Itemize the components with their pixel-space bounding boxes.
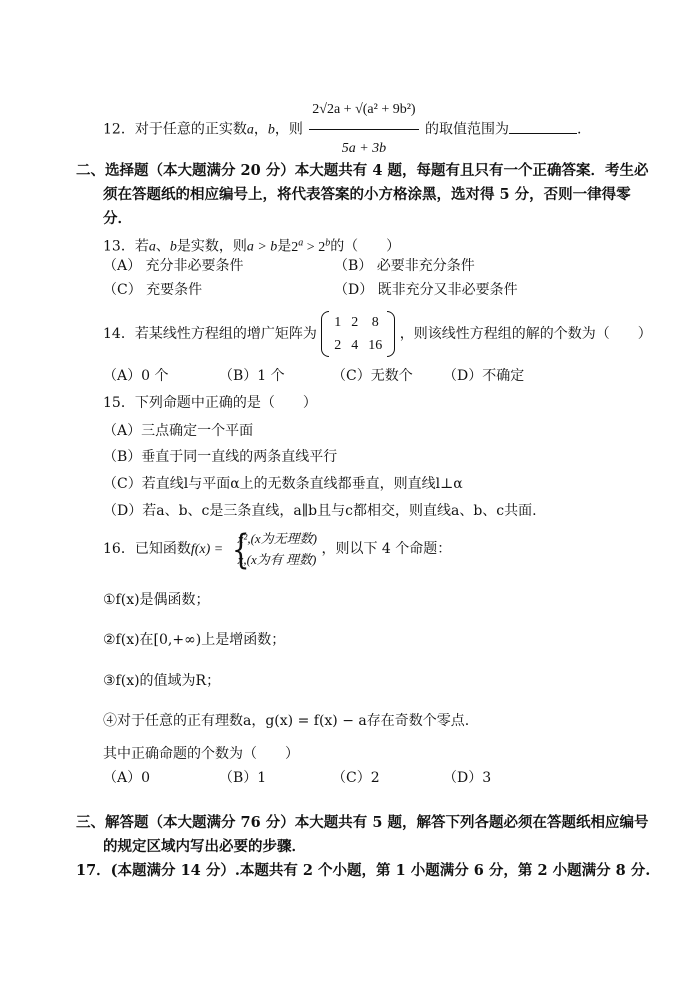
- question-12: 12．对于任意的正实数a，b，则 $\frac{\text{2√2a + √(a² + 9b²)}}{5a + 3b}$ 的取值范围为 .: [103, 93, 582, 166]
- question-13-stem: [103, 233, 400, 258]
- q16-option-c[interactable]: （C）2: [332, 770, 380, 786]
- q13-exp1: a: [298, 237, 304, 248]
- q12-sep1: ，: [253, 121, 268, 138]
- q16-function: f(x) =: [190, 542, 224, 557]
- q12-numerator: 2√2a + √(a² + 9b²): [309, 93, 418, 130]
- matrix-cell: 16: [368, 338, 383, 353]
- q16-option-a[interactable]: （A）0: [103, 770, 151, 786]
- q13-option-d[interactable]: （D） 既非充分又非必要条件: [334, 282, 518, 298]
- q13-gt: >: [303, 239, 319, 255]
- question-17: 17．(本题满分 14 分）.本题共有 2 个小题，第 1 小题满分 6 分，第 2 小题满分 8 分.: [76, 862, 651, 879]
- q14-option-b[interactable]: （B）1 个: [219, 368, 285, 384]
- q12-sep2: ，则: [274, 121, 303, 138]
- q12-var-a: a: [246, 122, 254, 138]
- q16-piecewise: [228, 527, 318, 573]
- q13-condition: a > b: [246, 239, 278, 255]
- q16-case-irrational: x²,(x为无理数): [237, 531, 318, 546]
- q16-case-rational: x,(x为有 理数): [237, 552, 317, 567]
- q16-proposition-2: ②f(x)在[0,+∞)上是增函数；: [103, 632, 286, 648]
- section2-line2: 须在答题纸的相应编号上，将代表答案的小方格涂黑，选对得 5 分，否则一律得零: [103, 186, 631, 203]
- matrix-cell: 8: [371, 315, 379, 330]
- q13-base1: 2: [291, 239, 299, 255]
- matrix-cell: 4: [351, 338, 359, 353]
- q16-option-d[interactable]: （D）3: [443, 770, 492, 786]
- q16-option-b[interactable]: （B）1: [219, 770, 267, 786]
- q15-option-c[interactable]: （C）若直线l与平面α上的无数条直线都垂直，则直线l⊥α: [103, 476, 463, 492]
- q13-var-a: a: [148, 239, 156, 255]
- q16-suffix: ，则以下 4 个命题：: [321, 541, 452, 557]
- q14-option-a[interactable]: （A）0 个: [103, 368, 169, 384]
- q15-option-d[interactable]: （D）若a、b、c是三条直线，a∥b且与c都相交，则直线a、b、c共面.: [103, 503, 537, 519]
- q12-prefix: 12．对于任意的正实数: [103, 121, 247, 138]
- matrix-cell: 2: [334, 338, 342, 353]
- question-15-stem: 15．下列命题中正确的是（ ）: [103, 395, 317, 411]
- q15-option-a[interactable]: （A）三点确定一个平面: [103, 423, 254, 439]
- matrix-cell: 2: [351, 315, 359, 330]
- q16-proposition-1: ①f(x)是偶函数；: [103, 592, 210, 608]
- question-16-stem: [103, 527, 451, 572]
- q13-suffix: 的（ ）: [330, 238, 401, 255]
- section2-line3: 分．: [103, 210, 132, 227]
- q16-prefix: 16．已知函数: [103, 541, 191, 557]
- section3-line2: 的规定区域内写出必要的步骤．: [103, 838, 306, 855]
- q14-prefix: 14．若某线性方程组的增广矩阵为: [103, 326, 317, 342]
- q12-answer-blank[interactable]: [509, 119, 577, 134]
- matrix-cell: 1: [334, 315, 342, 330]
- left-brace-icon: {: [231, 527, 250, 573]
- q13-prefix: 13．若: [103, 238, 149, 255]
- q12-suffix: 的取值范围为: [425, 121, 510, 138]
- question-14-stem: [103, 311, 652, 357]
- q13-option-c[interactable]: （C） 充要条件: [103, 282, 203, 298]
- q13-is: 是: [277, 238, 292, 255]
- q14-option-d[interactable]: （D）不确定: [443, 368, 525, 384]
- section3-line1: 三、解答题（本大题满分 76 分）本大题共有 5 题，解答下列各题必须在答题纸相应编号: [76, 814, 649, 831]
- q13-exp2: b: [325, 237, 331, 248]
- q12-fraction: [309, 93, 418, 166]
- q13-var-b: b: [169, 239, 177, 255]
- q12-denominator: 5a + 3b: [341, 141, 387, 156]
- q13-base2: 2: [318, 239, 326, 255]
- q16-question: 其中正确命题的个数为（ ）: [103, 746, 299, 762]
- section2-line1: 二、选择题（本大题满分 20 分）本大题共有 4 题，每题有且只有一个正确答案．考生必: [76, 162, 649, 179]
- matrix-left-paren: [321, 311, 329, 357]
- q13-text: 是实数，则: [176, 238, 247, 255]
- q13-sep: 、: [155, 238, 170, 255]
- q13-option-b[interactable]: （B） 必要非充分条件: [334, 258, 475, 274]
- q16-proposition-3: ③f(x)的值域为R；: [103, 673, 221, 689]
- matrix-right-paren: [387, 311, 395, 357]
- q12-var-b: b: [267, 122, 275, 138]
- q13-option-a[interactable]: （A） 充分非必要条件: [103, 258, 244, 274]
- q14-suffix: ，则该线性方程组的解的个数为（ ）: [399, 326, 652, 342]
- q13-condition2: [291, 237, 331, 255]
- q15-option-b[interactable]: （B）垂直于同一直线的两条直线平行: [103, 449, 338, 465]
- q14-option-c[interactable]: （C）无数个: [332, 368, 413, 384]
- q16-proposition-4: ④对于任意的正有理数a，g(x) = f(x) − a存在奇数个零点.: [103, 713, 470, 729]
- q14-augmented-matrix: [321, 311, 395, 357]
